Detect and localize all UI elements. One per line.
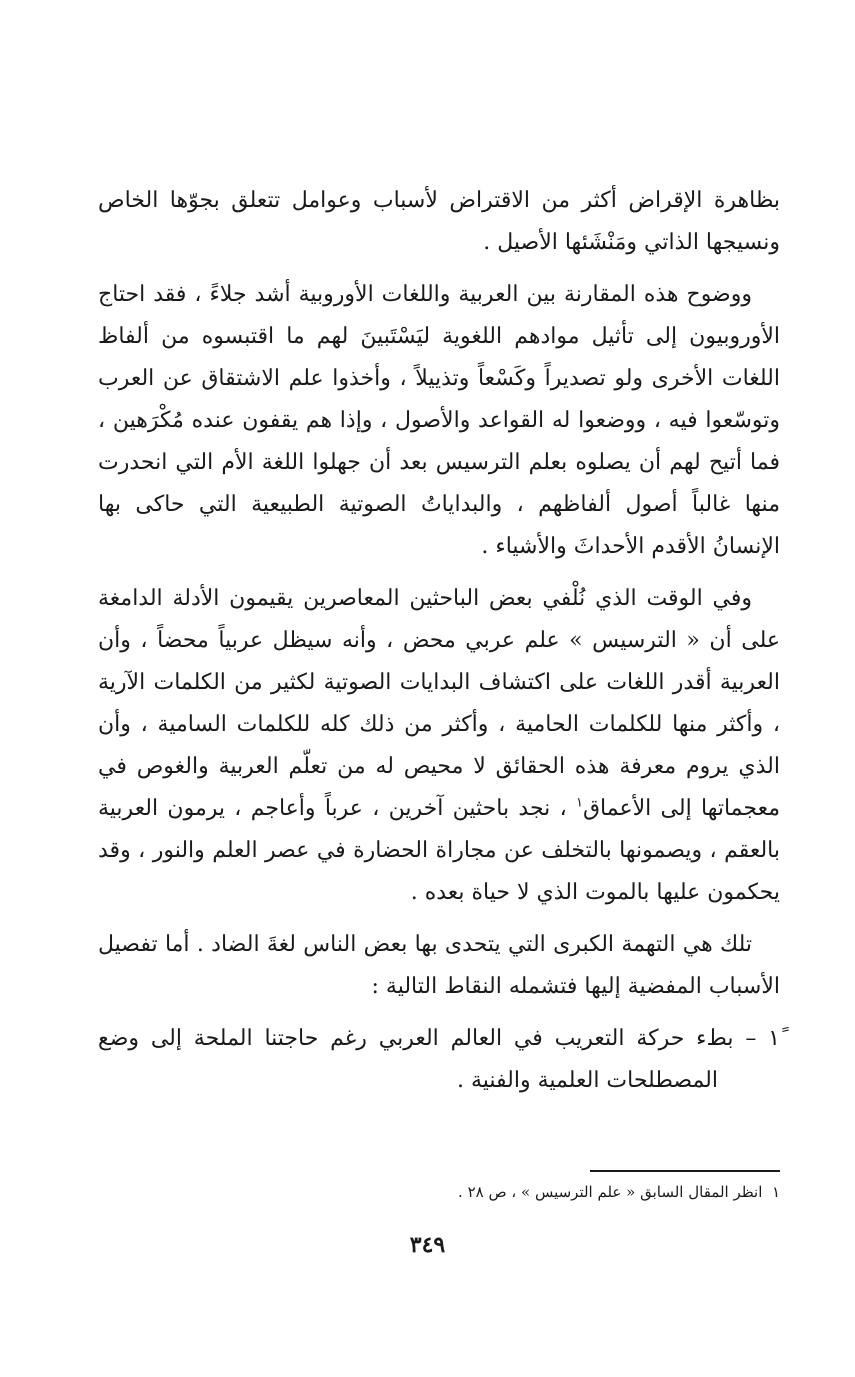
footnote-reference[interactable]: ١ <box>575 795 583 811</box>
paragraph-4: تلك هي التهمة الكبرى التي يتحدى بها بعض الناس لغةَ الضاد . أما تفصيل الأسباب المفضية إليها فتشمله النقاط التالية : <box>98 932 780 999</box>
footnote-text: انظر المقال السابق « علم الترسيس » ، ص ٢٨ . <box>458 1183 763 1201</box>
list-item-marker: ١ً – <box>745 1026 780 1051</box>
footnote-number: ١ <box>771 1183 780 1201</box>
page-number: ٣٤٩ <box>409 1232 446 1258</box>
paragraph-3-text-before-note: وفي الوقت الذي نُلْفي بعض الباحثين المعاصرين يقيمون الأدلة الدامغة على أن « الترسيس » علم عربي محض ، وأنه سيظل عربياً محضاً ، وأن العربية أقدر اللغات على اكتشاف البدايات الصوتية لكثير من الكلمات الآرية ، وأكثر منها للكلمات الحامية ، وأكثر من ذلك كله للكلمات السامية ، وأن الذي يروم معرفة هذه الحقائق لا محيص له من تعلّم العربية والغوص في معجماتها إلى الأعماق <box>98 586 780 821</box>
footnote-divider <box>590 1170 780 1172</box>
paragraph-3-text-after-note: ، نجد باحثين آخرين ، عرباً وأعاجم ، يرمون العربية بالعقم ، ويصمونها بالتخلف عن مجاراة الحضارة في عصر العلم والنور ، وقد يحكمون عليها بالموت الذي لا حياة بعده . <box>98 796 780 905</box>
list-item <box>98 1018 780 1102</box>
paragraph-1: بظاهرة الإقراض أكثر من الاقتراض لأسباب وعوامل تتعلق بجوّها الخاص ونسيجها الذاتي ومَنْشَئها الأصيل . <box>98 188 780 255</box>
footnote <box>100 1180 780 1204</box>
body-text <box>98 180 780 1102</box>
paragraph-3 <box>98 578 780 914</box>
list-item-text: بطء حركة التعريب في العالم العربي رغم حاجتنا الملحة إلى وضع المصطلحات العلمية والفنية . <box>98 1026 734 1093</box>
paragraph-2: ووضوح هذه المقارنة بين العربية واللغات الأوروبية أشد جلاءً ، فقد احتاج الأوروبيون إلى تأثيل موادهم اللغوية ليَسْتَبينَ لهم ما اقتبسوه من ألفاظ اللغات الأخرى ولو تصديراً وكَسْعاً وتذييلاً ، وأخذوا علم الاشتقاق عن العرب وتوسّعوا فيه ، ووضعوا له القواعد والأصول ، وإذا هم يقفون عنده مُكْرَهين ، فما أتيح لهم أن يصلوه بعلم الترسيس بعد أن جهلوا اللغة الأم التي انحدرت منها غالباً أصول ألفاظهم ، والبداياتُ الصوتية الطبيعية التي حاكى بها الإنسانُ الأقدم الأحداثَ والأشياء . <box>98 282 780 559</box>
